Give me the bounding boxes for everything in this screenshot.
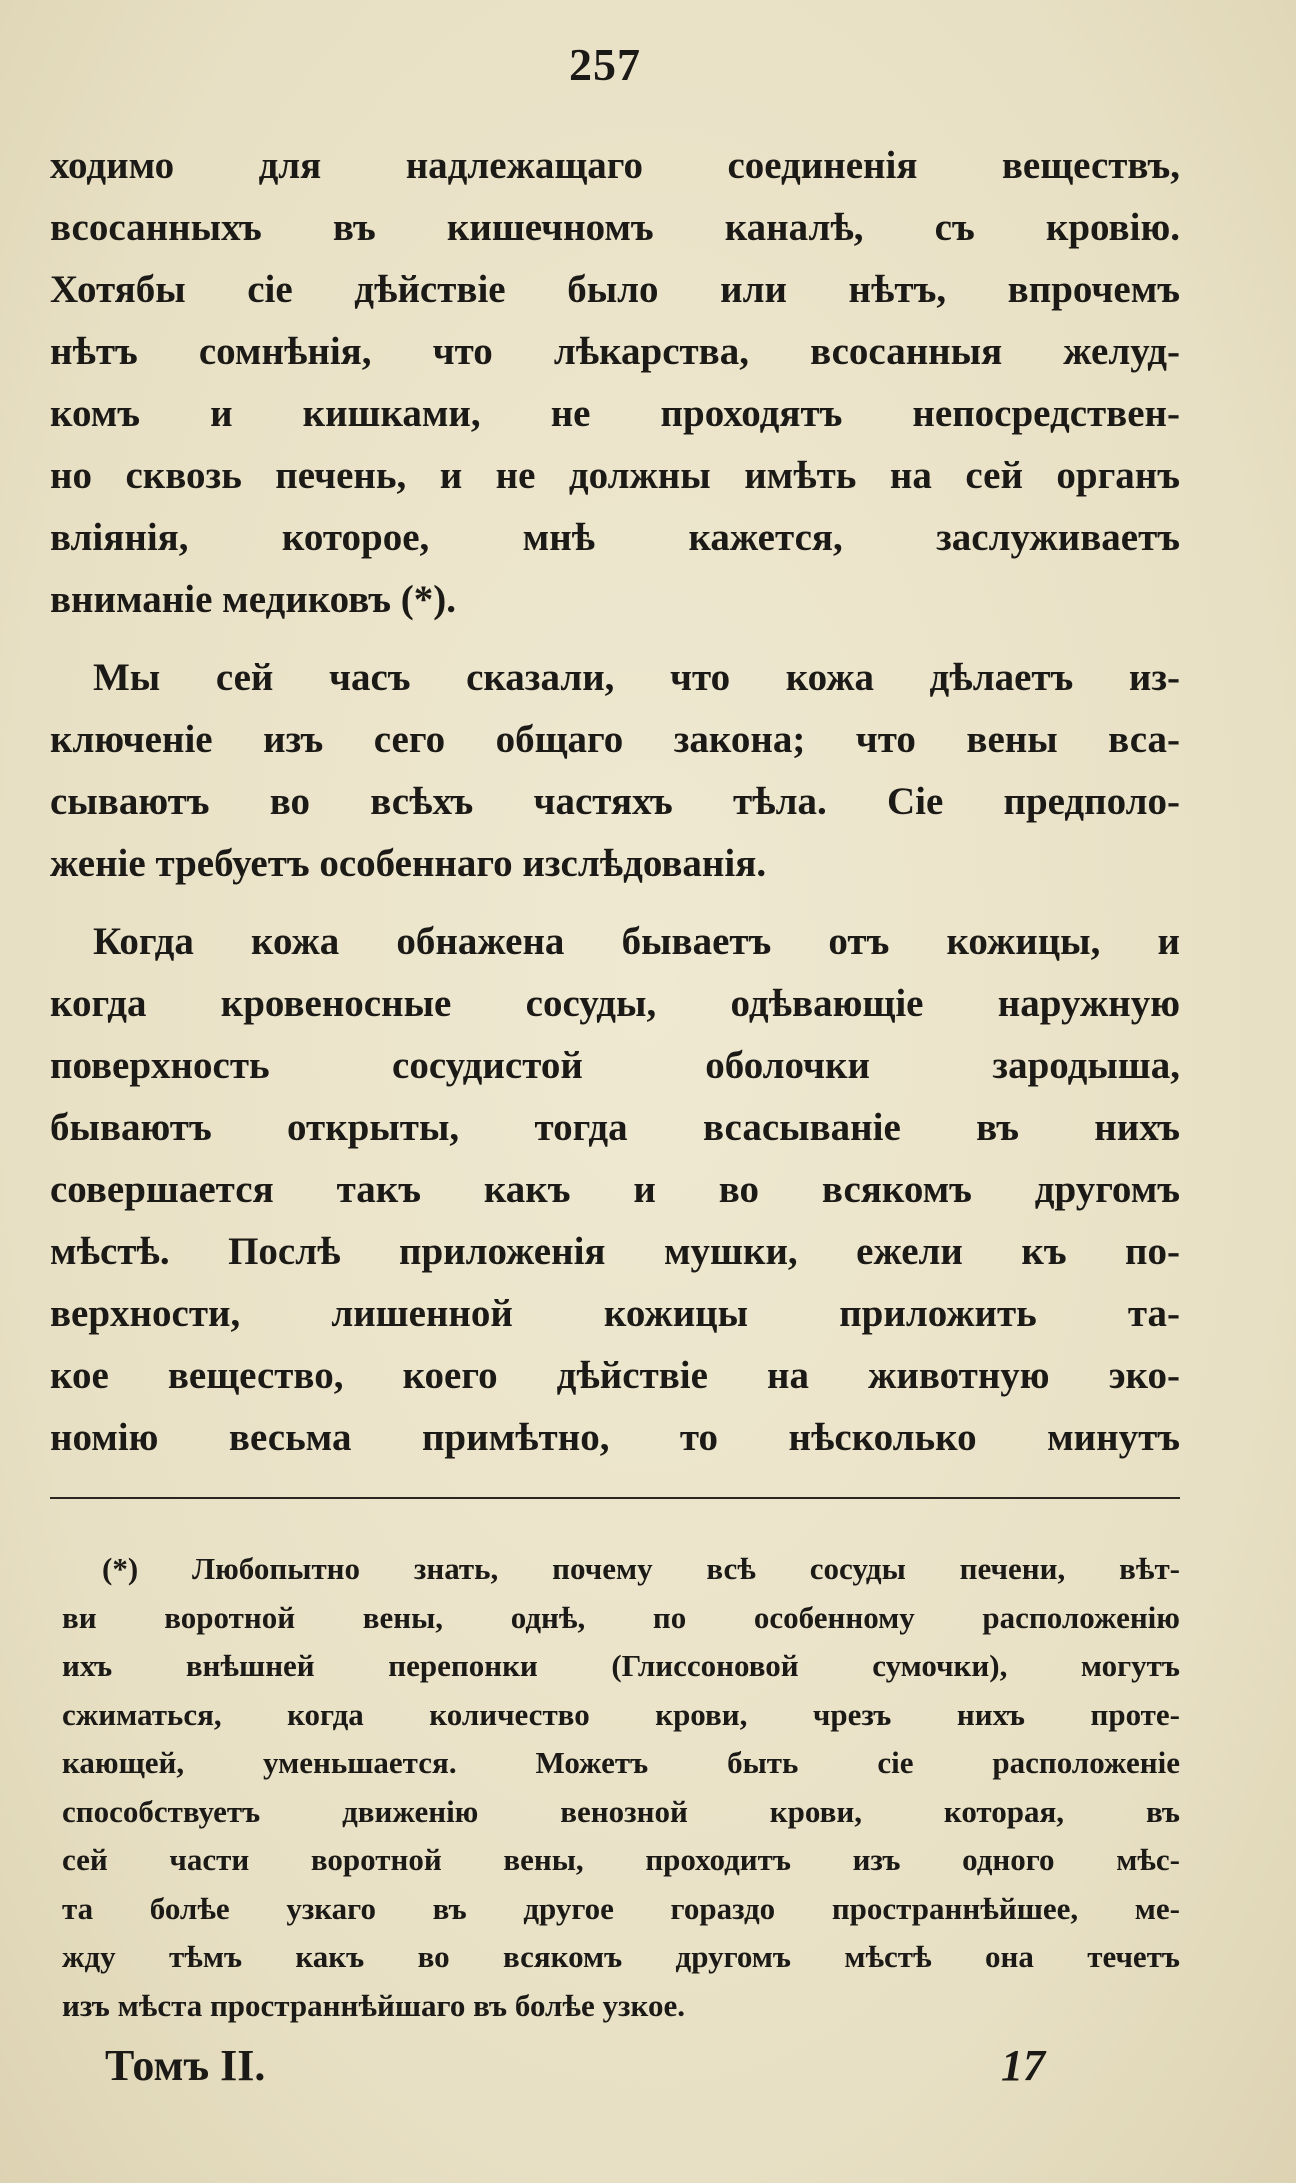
text-line: поверхность сосудистой оболочки зародыша, [50, 1044, 1180, 1087]
footnote-line: сжиматься, когда количество крови, чрезъ нихъ проте- [62, 1696, 1180, 1732]
footnote-line: сей части воротной вены, проходитъ изъ одного мѣс- [62, 1842, 1180, 1877]
text-line: Когда кожа обнажена бываетъ отъ кожицы, и [93, 920, 1180, 963]
text-line: нѣтъ сомнѣнія, что лѣкарства, всосанныя желуд- [50, 330, 1180, 373]
text-line: всосанныхъ въ кишечномъ каналѣ, съ кровію. [50, 206, 1180, 249]
text-line: женіе требуетъ особеннаго изслѣдованія. [50, 842, 767, 885]
text-line: мѣстѣ. Послѣ приложенія мушки, ежели къ по- [50, 1230, 1180, 1273]
text-line: кое вещество, коего дѣйствіе на животную эко- [50, 1354, 1180, 1397]
text-line: совершается такъ какъ и во всякомъ другомъ [50, 1168, 1180, 1211]
text-line: Хотябы сіе дѣйствіе было или нѣтъ, впрочемъ [50, 268, 1180, 311]
text-line: сываютъ во всѣхъ частяхъ тѣла. Сіе предполо- [50, 780, 1180, 823]
text-line: когда кровеносные сосуды, одѣвающіе наружную [50, 982, 1180, 1025]
footnote-line: ихъ внѣшней перепонки (Глиссоновой сумочки), могутъ [62, 1648, 1180, 1683]
main-text [50, 135, 1180, 1469]
text-line: ключеніе изъ сего общаго закона; что вены вса- [50, 718, 1180, 761]
text-line: номію весьма примѣтно, то нѣсколько минутъ [50, 1416, 1180, 1459]
volume-label: Томъ II. [105, 2041, 266, 2090]
footnote-divider [50, 1497, 1180, 1499]
text-line: верхности, лишенной кожицы приложить та- [50, 1292, 1180, 1335]
text-line: Мы сей часъ сказали, что кожа дѣлаетъ из- [93, 656, 1180, 699]
footnote-line: (*) Любопытно знать, почему всѣ сосуды печени, вѣт- [102, 1551, 1180, 1586]
footnote-line: та болѣе узкаго въ другое гораздо пространнѣйшее, ме- [62, 1890, 1180, 1926]
text-line: ходимо для надлежащаго соединенія веществъ, [50, 144, 1180, 187]
footnote-line: изъ мѣста пространнѣйшаго въ болѣе узкое. [62, 1987, 685, 2023]
text-line: бываютъ открыты, тогда всасываніе въ нихъ [50, 1106, 1180, 1149]
text-line: но сквозь печень, и не должны имѣть на сей органъ [50, 454, 1180, 497]
text-line: вліянія, которое, мнѣ кажется, заслуживаетъ [50, 516, 1180, 559]
paragraph-gap [50, 895, 1180, 911]
signature-mark: 17 [1001, 2041, 1045, 2090]
paragraph-gap [50, 631, 1180, 647]
footnote [62, 1545, 1180, 2030]
page-footer [105, 2040, 1045, 2100]
text-line: вниманіе медиковъ (*). [50, 578, 457, 621]
text-line: комъ и кишками, не проходятъ непосредствен- [50, 392, 1180, 435]
footnote-line: способствуетъ движенію венозной крови, которая, въ [62, 1793, 1180, 1829]
footnote-line: ви воротной вены, однѣ, по особенному расположенію [62, 1599, 1180, 1635]
page-number: 257 [569, 39, 641, 90]
footnote-line: жду тѣмъ какъ во всякомъ другомъ мѣстѣ она течетъ [62, 1939, 1180, 1974]
footnote-line: кающей, уменьшается. Можетъ быть сіе расположеніе [62, 1745, 1180, 1780]
